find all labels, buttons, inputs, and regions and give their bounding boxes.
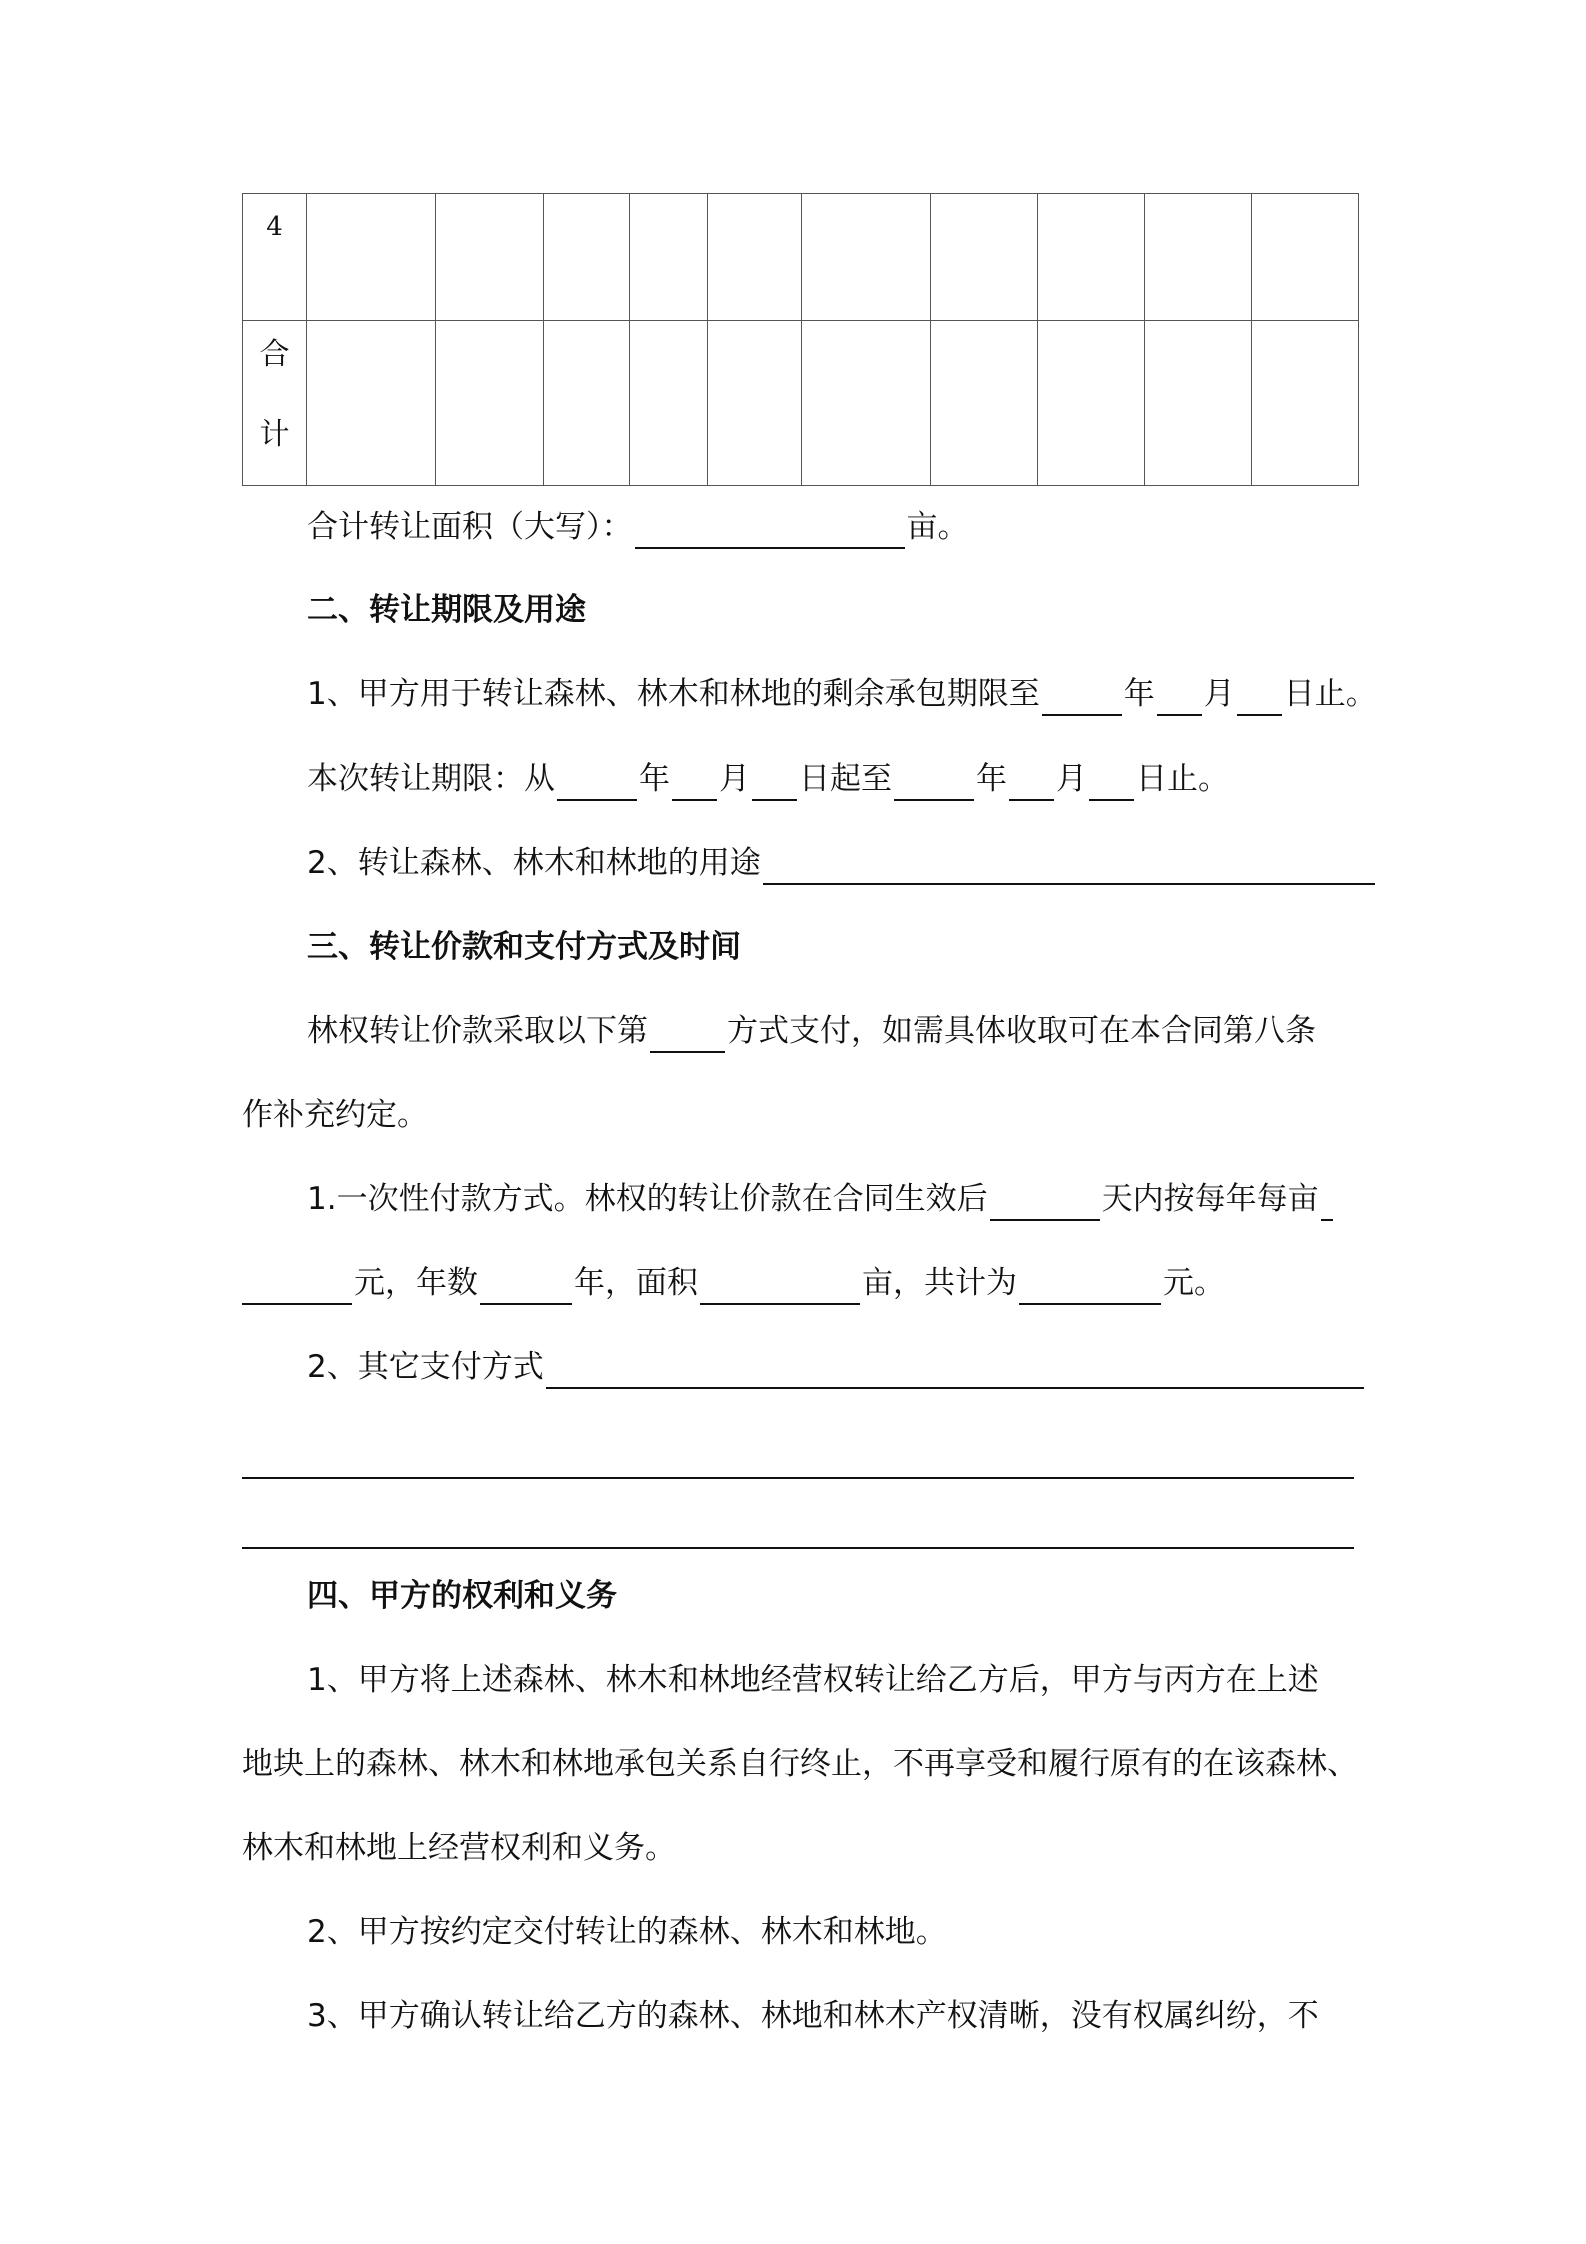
- row-number-cell: 4: [243, 194, 307, 321]
- table-row: [243, 194, 1359, 321]
- table-cell: [544, 194, 630, 321]
- land-table: [242, 193, 1359, 486]
- month-blank[interactable]: [1157, 678, 1202, 716]
- table-cell: [1038, 321, 1145, 486]
- start-month-blank[interactable]: [672, 763, 717, 801]
- start-day-blank[interactable]: [752, 763, 797, 801]
- table-cell: [931, 321, 1038, 486]
- table-row: [243, 321, 1359, 486]
- area-total-line: 合计转让面积（大写）： 亩。: [307, 505, 969, 549]
- section4-para3: 3、甲方确认转让给乙方的森林、林地和林木产权清晰，没有权属纠纷，不: [307, 1998, 1319, 2034]
- area-total-blank[interactable]: [635, 511, 905, 549]
- table-cell: [1252, 194, 1359, 321]
- transfer-period-line: 本次转让期限：从 年 月 日起至 年 月 日止。: [307, 757, 1229, 801]
- table-cell: [1145, 321, 1252, 486]
- price-blank-start[interactable]: [1321, 1183, 1333, 1221]
- table-cell: [1252, 321, 1359, 486]
- section3-para1-cont: 作补充约定。: [242, 1097, 428, 1133]
- price-per-mu-blank[interactable]: [242, 1267, 352, 1305]
- usage-blank[interactable]: [763, 847, 1375, 885]
- section4-para1-cont: 地块上的森林、林木和林地承包关系自行终止，不再享受和履行原有的在该森林、: [242, 1746, 1358, 1782]
- table-cell: [1145, 194, 1252, 321]
- table-cell: [708, 194, 802, 321]
- section4-para2: 2、甲方按约定交付转让的森林、林木和林地。: [307, 1914, 947, 1950]
- table-cell: [307, 194, 436, 321]
- table-cell: [630, 194, 708, 321]
- table-cell: [802, 194, 931, 321]
- section4-heading: 四、甲方的权利和义务: [307, 1578, 617, 1614]
- table-cell: [307, 321, 436, 486]
- payment-method-blank[interactable]: [650, 1015, 725, 1053]
- table-cell: [436, 194, 544, 321]
- total-label-cell: 合 计: [243, 321, 307, 486]
- table-cell: [802, 321, 931, 486]
- years-blank[interactable]: [480, 1267, 572, 1305]
- table-cell: [544, 321, 630, 486]
- section3-para1: 林权转让价款采取以下第 方式支付，如需具体收取可在本合同第八条: [307, 1009, 1316, 1053]
- table-cell: [708, 321, 802, 486]
- section4-para1: 1、甲方将上述森林、林木和林地经营权转让给乙方后，甲方与丙方在上述: [307, 1662, 1319, 1698]
- blank-line[interactable]: [242, 1477, 1354, 1479]
- table-cell: [436, 321, 544, 486]
- section3-heading: 三、转让价款和支付方式及时间: [307, 929, 741, 965]
- days-blank[interactable]: [990, 1183, 1100, 1221]
- end-month-blank[interactable]: [1009, 763, 1054, 801]
- section2-item1: 1、甲方用于转让森林、林木和林地的剩余承包期限至 年 月 日止。: [307, 672, 1377, 716]
- start-year-blank[interactable]: [557, 763, 637, 801]
- table-cell: [1038, 194, 1145, 321]
- other-payment-blank[interactable]: [546, 1351, 1364, 1389]
- section3-item2: 2、其它支付方式: [307, 1345, 1366, 1389]
- area-blank[interactable]: [700, 1267, 860, 1305]
- total-amount-blank[interactable]: [1019, 1267, 1161, 1305]
- section2-item2: 2、转让森林、林木和林地的用途: [307, 841, 1377, 885]
- section3-item1-cont: 元，年数 年，面积 亩，共计为 元。: [242, 1261, 1225, 1305]
- section3-item1: 1.一次性付款方式。林权的转让价款在合同生效后 天内按每年每亩: [307, 1177, 1335, 1221]
- table-cell: [931, 194, 1038, 321]
- end-day-blank[interactable]: [1089, 763, 1134, 801]
- table-cell: [630, 321, 708, 486]
- end-year-blank[interactable]: [894, 763, 974, 801]
- year-blank[interactable]: [1042, 678, 1122, 716]
- section2-heading: 二、转让期限及用途: [307, 592, 586, 628]
- day-blank[interactable]: [1237, 678, 1282, 716]
- section4-para1-end: 林木和林地上经营权利和义务。: [242, 1830, 676, 1866]
- blank-line[interactable]: [242, 1547, 1354, 1549]
